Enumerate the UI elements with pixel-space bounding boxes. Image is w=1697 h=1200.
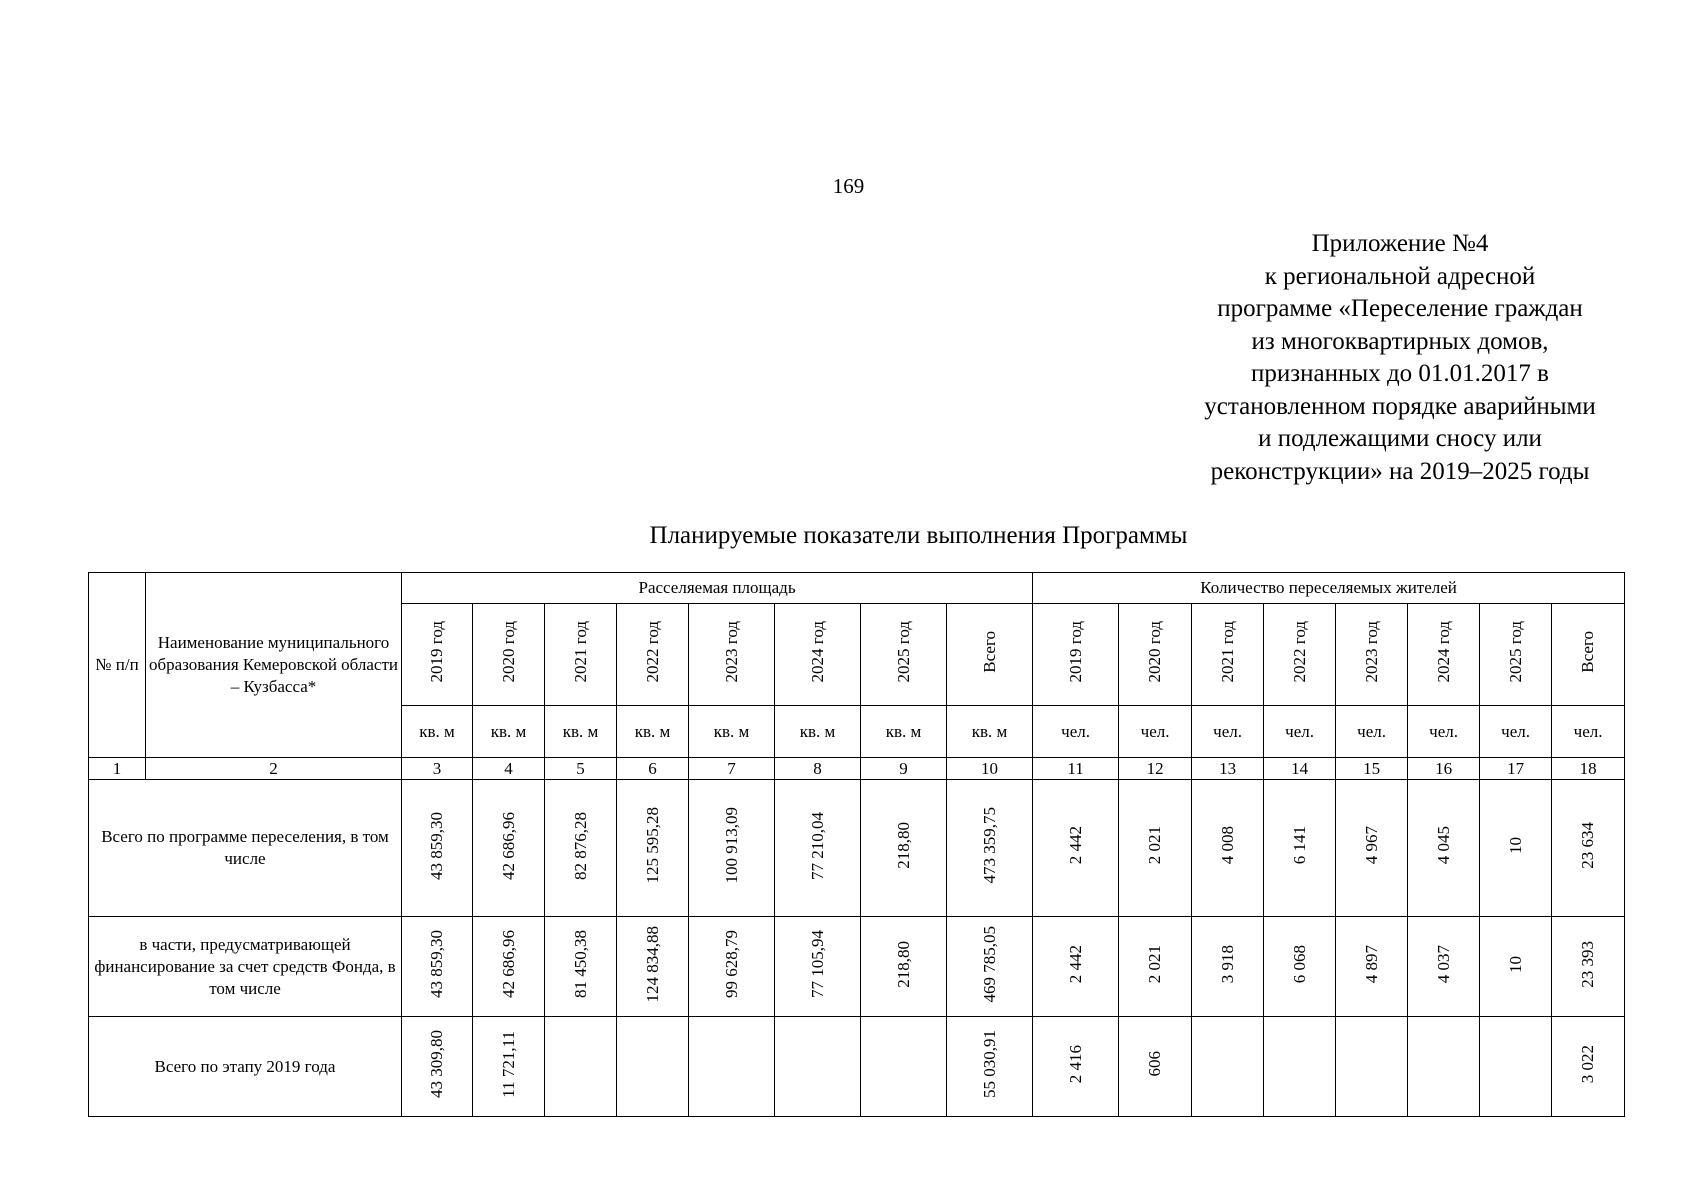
unit-label: чел.: [1119, 706, 1192, 758]
table-cell: [1033, 780, 1119, 917]
table-cell: [775, 1017, 861, 1117]
table-cell: [545, 917, 617, 1017]
table-cell: [617, 917, 689, 1017]
unit-label: кв. м: [617, 706, 689, 758]
table-cell: [1408, 780, 1480, 917]
column-number: 14: [1264, 758, 1336, 780]
header-group-residents: Количество переселяемых жителей: [1033, 573, 1625, 604]
column-number: 7: [689, 758, 775, 780]
table-cell: [861, 780, 947, 917]
column-number: 2: [146, 758, 402, 780]
table-cell: [861, 917, 947, 1017]
appendix-line: и подлежащими сносу или: [1258, 425, 1542, 452]
cell-value: 218,80: [893, 940, 913, 988]
column-number: 3: [402, 758, 473, 780]
table-cell: [617, 780, 689, 917]
cell-value: 4 037: [1433, 944, 1453, 984]
cell-value: 2 442: [1065, 826, 1085, 865]
table-cell: [1336, 1017, 1408, 1117]
header-year-area: [617, 604, 689, 706]
unit-label: чел.: [1336, 706, 1408, 758]
table-cell: [402, 1017, 473, 1117]
column-number: 8: [775, 758, 861, 780]
header-year-label: 2020 год: [1145, 621, 1165, 683]
indicators-table: [88, 572, 1625, 1117]
table-cell: [473, 780, 545, 917]
table-cell: [1264, 780, 1336, 917]
cell-value: 55 030,91: [979, 1030, 999, 1098]
cell-value: 77 210,04: [807, 811, 827, 880]
header-year-label: 2025 год: [1505, 621, 1525, 683]
header-year-label: 2021 год: [1217, 621, 1237, 683]
header-year-residents: [1552, 604, 1625, 706]
cell-value: 43 309,80: [427, 1030, 446, 1098]
cell-value: 82 876,28: [570, 811, 590, 880]
cell-value: 77 105,94: [807, 930, 827, 998]
unit-label: чел.: [1408, 706, 1480, 758]
cell-value: 4 967: [1361, 826, 1381, 865]
cell-value: 42 686,96: [498, 811, 518, 880]
cell-value: 473 359,75: [979, 807, 999, 884]
cell-value: 2 021: [1145, 826, 1165, 865]
cell-value: 6 068: [1289, 944, 1309, 984]
header-year-label: 2020 год: [498, 621, 518, 683]
header-year-label: 2022 год: [642, 621, 662, 683]
table-cell: [402, 917, 473, 1017]
document-title: Планируемые показатели выполнения Программы: [649, 522, 1188, 549]
row-name: Всего по этапу 2019 года: [89, 1017, 402, 1117]
cell-value: 43 859,30: [427, 930, 446, 998]
header-year-area: [473, 604, 545, 706]
header-year-residents: [1033, 604, 1119, 706]
table-cell: [545, 780, 617, 917]
header-year-label: 2021 год: [570, 621, 590, 683]
header-year-label: 2024 год: [1433, 621, 1453, 683]
unit-label: кв. м: [775, 706, 861, 758]
unit-label: кв. м: [861, 706, 947, 758]
table-cell: [1192, 780, 1264, 917]
column-number: 13: [1192, 758, 1264, 780]
unit-label: кв. м: [947, 706, 1033, 758]
header-year-residents: [1408, 604, 1480, 706]
table-cell: [1192, 1017, 1264, 1117]
header-year-label: Всего: [979, 631, 999, 673]
column-number: 12: [1119, 758, 1192, 780]
header-year-label: Всего: [1578, 631, 1598, 673]
header-year-label: 2023 год: [721, 621, 741, 683]
table-cell: [861, 1017, 947, 1117]
header-year-label: 2023 год: [1361, 621, 1381, 683]
unit-label: чел.: [1264, 706, 1336, 758]
header-year-residents: [1119, 604, 1192, 706]
column-number: 10: [947, 758, 1033, 780]
header-year-residents: [1480, 604, 1552, 706]
table-cell: [1264, 1017, 1336, 1117]
table-cell: [1336, 917, 1408, 1017]
table-cell: [1119, 780, 1192, 917]
table-cell: [545, 1017, 617, 1117]
header-year-label: 2019 год: [1065, 621, 1085, 683]
table-cell: [1480, 780, 1552, 917]
cell-value: 99 628,79: [721, 930, 741, 998]
appendix-line: реконструкции» на 2019–2025 годы: [1210, 457, 1590, 485]
appendix-line: программе «Переселение граждан: [1217, 295, 1583, 322]
table-cell: [1552, 780, 1625, 917]
appendix-line: признанных до 01.01.2017 в: [1251, 360, 1549, 387]
table-cell: [689, 1017, 775, 1117]
header-year-area: [775, 604, 861, 706]
cell-value: 606: [1145, 1051, 1165, 1077]
column-number: 17: [1480, 758, 1552, 780]
table-cell: [947, 780, 1033, 917]
table-cell: [1480, 917, 1552, 1017]
cell-value: 4 897: [1361, 944, 1381, 984]
table-cell: [1264, 917, 1336, 1017]
column-number: 5: [545, 758, 617, 780]
table-cell: [1033, 1017, 1119, 1117]
page-number: 169: [832, 174, 865, 198]
cell-value: 43 859,30: [427, 811, 446, 880]
appendix-line: Приложение №4: [1311, 230, 1489, 257]
header-municipality-name: Наименование муниципального образования Кемеровской области – Кузбасса*: [146, 573, 402, 758]
unit-label: чел.: [1480, 706, 1552, 758]
row-name: Всего по программе переселения, в том числе: [89, 780, 402, 917]
header-year-label: 2022 год: [1289, 621, 1309, 683]
header-year-residents: [1192, 604, 1264, 706]
table-cell: [1480, 1017, 1552, 1117]
cell-value: 23 634: [1578, 822, 1598, 869]
cell-value: 81 450,38: [570, 930, 590, 998]
cell-value: 10: [1505, 955, 1525, 973]
table-cell: [1119, 1017, 1192, 1117]
table-cell: [402, 780, 473, 917]
header-year-area: [545, 604, 617, 706]
header-row-number: № п/п: [89, 573, 146, 758]
unit-label: кв. м: [402, 706, 473, 758]
cell-value: 124 834,88: [642, 925, 662, 1003]
table-cell: [689, 780, 775, 917]
appendix-line: из многоквартирных домов,: [1251, 327, 1549, 355]
table-cell: [1192, 917, 1264, 1017]
cell-value: 218,80: [893, 822, 913, 869]
cell-value: 125 595,28: [642, 807, 662, 884]
header-year-area: [947, 604, 1033, 706]
table-cell: [617, 1017, 689, 1117]
column-number: 1: [89, 758, 146, 780]
table-cell: [1336, 780, 1408, 917]
column-number: 4: [473, 758, 545, 780]
header-year-area: [402, 604, 473, 706]
table-cell: [1552, 1017, 1625, 1117]
table-cell: [775, 917, 861, 1017]
header-year-label: 2025 год: [893, 621, 913, 683]
cell-value: 2 021: [1145, 944, 1165, 984]
header-year-label: 2024 год: [807, 621, 827, 683]
column-number: 18: [1552, 758, 1625, 780]
unit-label: чел.: [1033, 706, 1119, 758]
column-number: 6: [617, 758, 689, 780]
table-row: [89, 917, 1625, 1017]
header-group-area: Расселяемая площадь: [402, 573, 1033, 604]
header-year-residents: [1264, 604, 1336, 706]
unit-label: кв. м: [545, 706, 617, 758]
header-year-residents: [1336, 604, 1408, 706]
table-cell: [1408, 917, 1480, 1017]
appendix-line: к региональной адресной: [1264, 262, 1536, 290]
cell-value: 3 918: [1217, 944, 1237, 984]
column-number: 16: [1408, 758, 1480, 780]
table-cell: [947, 1017, 1033, 1117]
cell-value: 3 022: [1578, 1044, 1598, 1084]
cell-value: 10: [1505, 837, 1525, 854]
table-row: [89, 1017, 1625, 1117]
table-cell: [1033, 917, 1119, 1017]
table-cell: [947, 917, 1033, 1017]
table-cell: [473, 1017, 545, 1117]
unit-label: чел.: [1552, 706, 1625, 758]
cell-value: 4 008: [1217, 826, 1237, 865]
table-cell: [689, 917, 775, 1017]
header-year-area: [689, 604, 775, 706]
cell-value: 11 721,11: [498, 1030, 518, 1098]
column-number: 11: [1033, 758, 1119, 780]
cell-value: 100 913,09: [721, 807, 741, 884]
header-year-area: [861, 604, 947, 706]
unit-label: чел.: [1192, 706, 1264, 758]
table-row: [89, 780, 1625, 917]
table-cell: [1119, 917, 1192, 1017]
unit-label: кв. м: [473, 706, 545, 758]
table-cell: [1408, 1017, 1480, 1117]
table-cell: [775, 780, 861, 917]
cell-value: 4 045: [1433, 826, 1453, 865]
header-year-label: 2019 год: [427, 621, 446, 683]
cell-value: 6 141: [1289, 826, 1309, 865]
cell-value: 2 442: [1065, 944, 1085, 984]
column-number: 15: [1336, 758, 1408, 780]
cell-value: 23 393: [1578, 940, 1598, 988]
cell-value: 469 785,05: [979, 925, 999, 1003]
column-number: 9: [861, 758, 947, 780]
unit-label: кв. м: [689, 706, 775, 758]
table-cell: [1552, 917, 1625, 1017]
cell-value: 2 416: [1065, 1044, 1085, 1084]
appendix-line: установленном порядке аварийными: [1204, 392, 1596, 420]
table-cell: [473, 917, 545, 1017]
cell-value: 42 686,96: [498, 930, 518, 998]
appendix-heading: [1160, 228, 1640, 488]
row-name: в части, предусматривающей финансирование за счет средств Фонда, в том числе: [89, 917, 402, 1017]
